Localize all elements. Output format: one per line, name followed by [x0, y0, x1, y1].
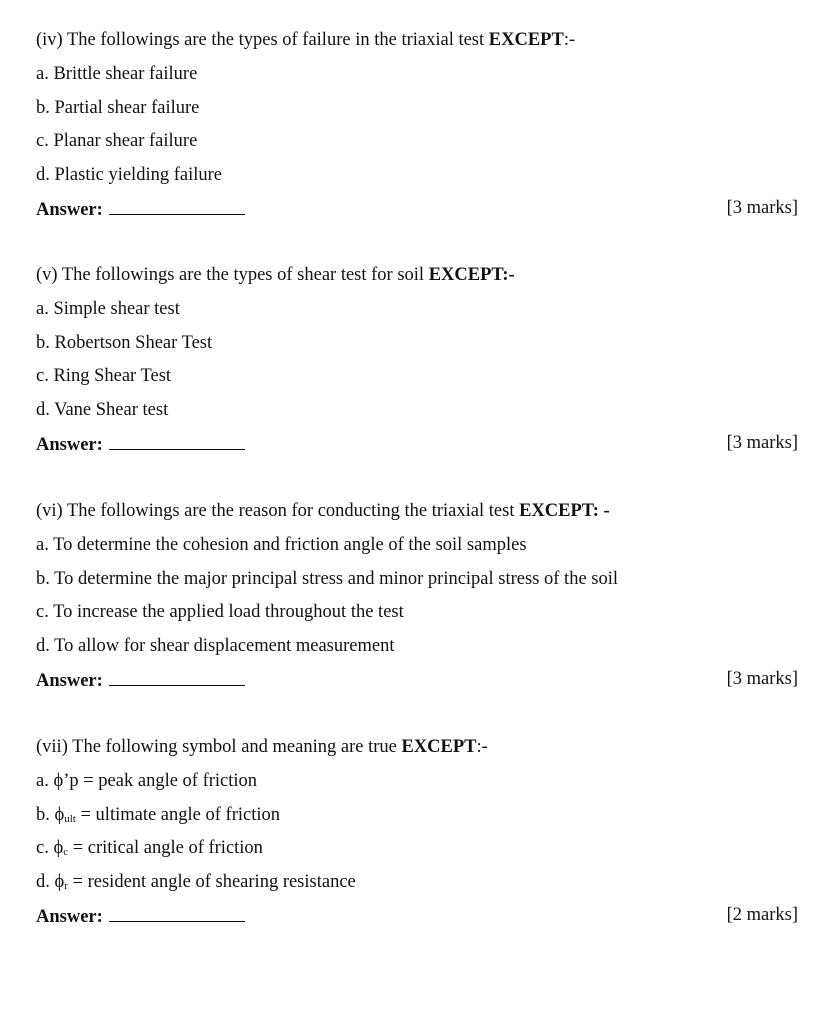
option-c: c. To increase the applied load throughout the test: [36, 602, 404, 623]
answer-row: [36, 669, 798, 693]
option-a: a. To determine the cohesion and friction angle of the soil samples: [36, 535, 527, 555]
question-title: (vi) The followings are the reason for conducting the triaxial test EXCEPT: -: [36, 501, 610, 521]
option-b: b. Partial shear failure: [36, 97, 200, 118]
option-a: a. Brittle shear failure: [36, 64, 198, 84]
answer-blank[interactable]: [109, 905, 245, 922]
option-b: b. To determine the major principal stress and minor principal stress of the soil: [36, 568, 619, 589]
answer-blank[interactable]: [109, 198, 245, 215]
answer-label: Answer:: [36, 200, 103, 221]
answer-blank[interactable]: [109, 669, 245, 686]
answer-label: Answer:: [36, 435, 103, 456]
question-title: (iv) The followings are the types of failure in the triaxial test EXCEPT:-: [36, 30, 576, 50]
answer-row: [36, 905, 798, 929]
option-c: c. $\phi_c$ = critical angle of friction: [36, 838, 263, 859]
option-d: d. Vane Shear test: [36, 399, 169, 420]
option-a: a. Simple shear test: [36, 299, 180, 319]
question-vii: [36, 737, 798, 929]
answer-row: [36, 433, 798, 457]
answer-row: [36, 198, 798, 222]
option-b: b. $\phi_{ult}$ = ultimate angle of friction: [36, 804, 280, 825]
question-title: (vii) The following symbol and meaning are true EXCEPT:-: [36, 737, 488, 757]
answer-label: Answer:: [36, 671, 103, 692]
option-c: c. Ring Shear Test: [36, 366, 172, 387]
marks: [3 marks]: [726, 669, 798, 690]
question-vi: [36, 501, 798, 693]
option-d: d. To allow for shear displacement measurement: [36, 635, 395, 656]
marks: [3 marks]: [726, 433, 798, 454]
option-a: a. ϕ’p = peak angle of friction: [36, 771, 258, 791]
option-d: d. Plastic yielding failure: [36, 164, 222, 185]
question-title: (v) The followings are the types of shear test for soil EXCEPT:-: [36, 265, 515, 285]
option-d: d. $\phi_r$ = resident angle of shearing resistance: [36, 871, 356, 892]
marks: [3 marks]: [726, 198, 798, 219]
question-v: [36, 265, 798, 457]
option-c: c. Planar shear failure: [36, 131, 198, 152]
marks: [2 marks]: [726, 905, 798, 926]
option-b: b. Robertson Shear Test: [36, 332, 213, 353]
answer-blank[interactable]: [109, 433, 245, 450]
answer-label: Answer:: [36, 907, 103, 928]
question-iv: [36, 30, 798, 222]
